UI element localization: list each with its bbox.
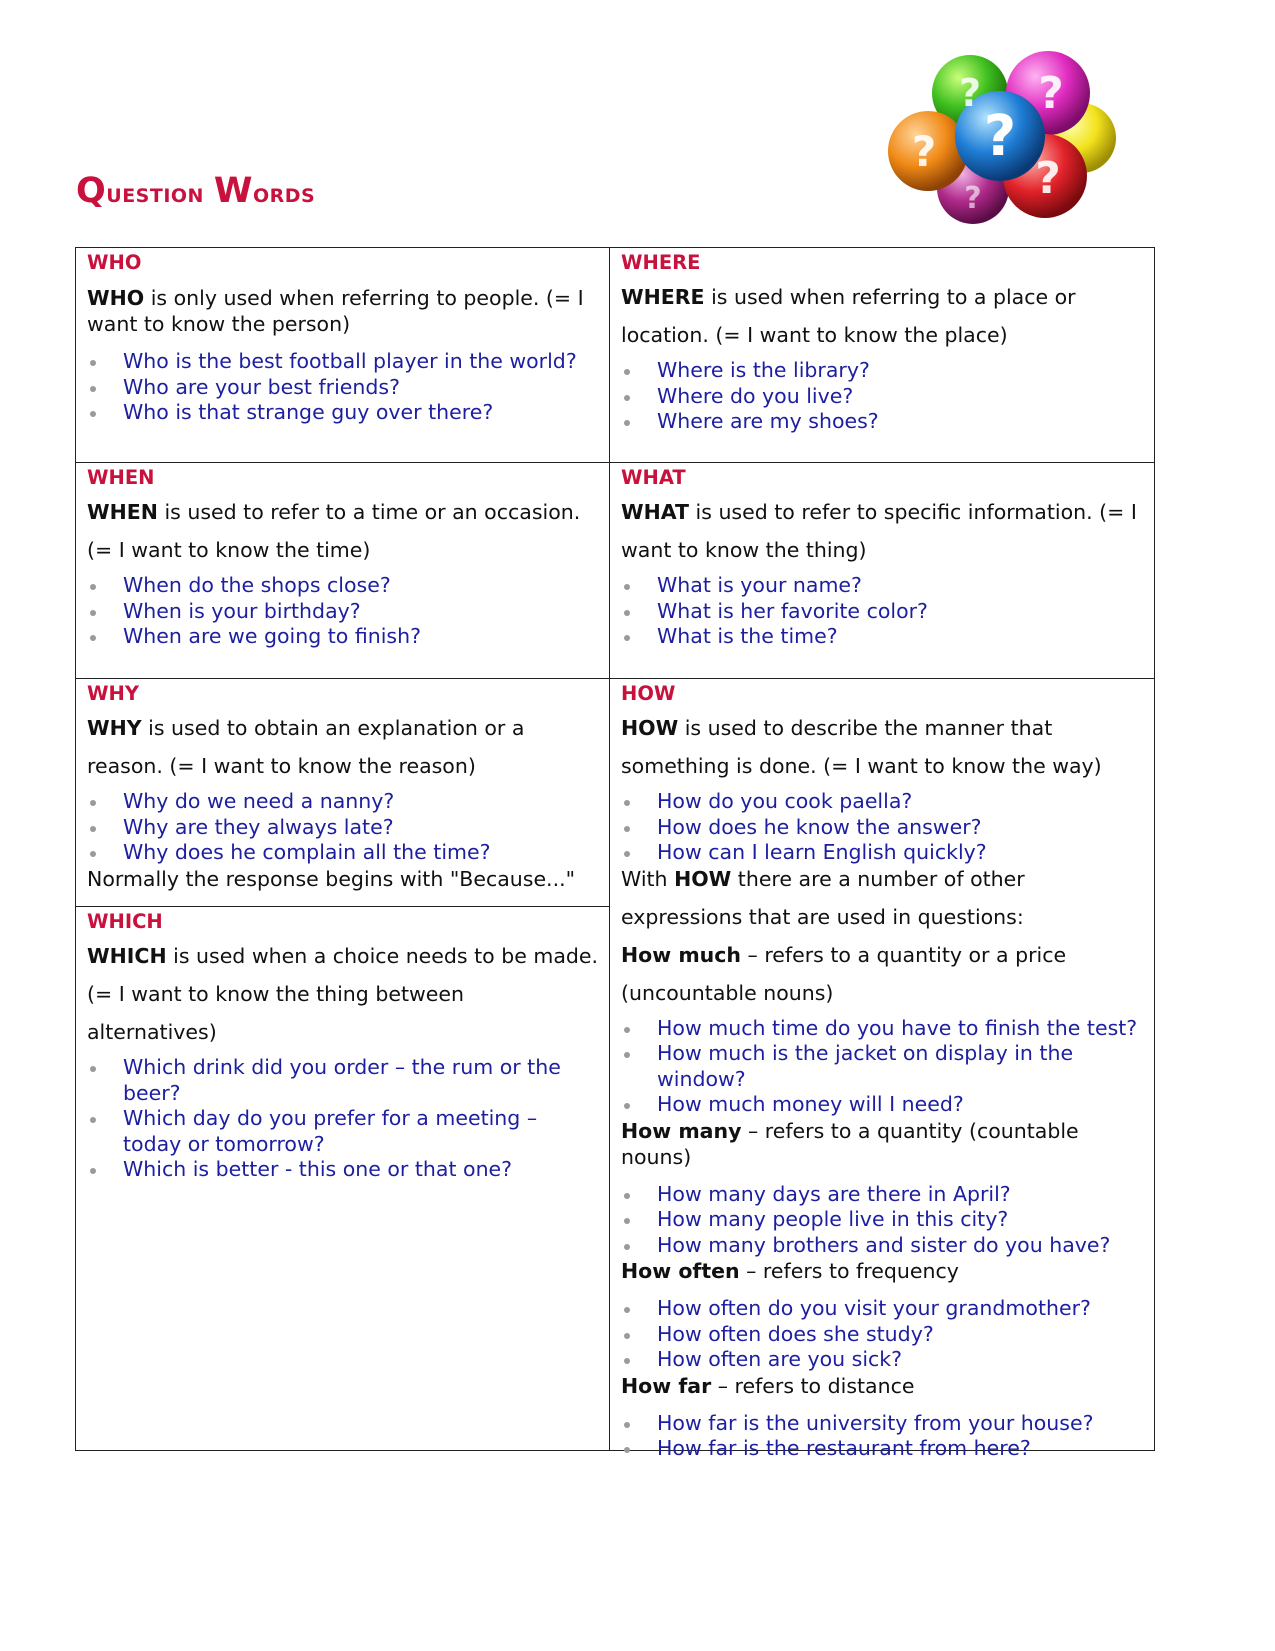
svg-text:?: ? bbox=[911, 127, 937, 176]
example-text: How often are you sick? bbox=[657, 1347, 903, 1371]
desc-how-text: is used to describe the manner that something is done. (= I want to know the way) bbox=[621, 716, 1102, 778]
desc-why-text: is used to obtain an explanation or a reason. (= I want to know the reason) bbox=[87, 716, 525, 778]
desc-when-text: is used to refer to a time or an occasion. (= I want to know the time) bbox=[87, 500, 581, 562]
desc-how-bold: HOW bbox=[621, 716, 679, 740]
list-item bbox=[621, 1347, 1144, 1373]
title-second-rest: ords bbox=[252, 178, 316, 209]
example-text: When are we going to finish? bbox=[123, 624, 421, 648]
example-text: Why do we need a nanny? bbox=[123, 789, 395, 813]
desc-what-bold: WHAT bbox=[621, 500, 690, 524]
list-item bbox=[621, 1016, 1144, 1042]
list-item bbox=[621, 1182, 1144, 1208]
list-item bbox=[621, 624, 1144, 650]
how-far-text: – refers to distance bbox=[711, 1373, 915, 1398]
example-text: When do the shops close? bbox=[123, 573, 391, 597]
desc-which-text: is used when a choice needs to be made. (= I want to know the thing between alternatives) bbox=[87, 944, 599, 1044]
bullet-icon bbox=[624, 584, 630, 590]
example-text: How much is the jacket on display in the window? bbox=[657, 1041, 1074, 1091]
example-text: Which day do you prefer for a meeting – today or tomorrow? bbox=[123, 1106, 538, 1156]
how-much-text: – refers to a quantity or a price (uncountable nouns) bbox=[621, 942, 1067, 1005]
bullet-icon bbox=[624, 800, 630, 806]
list-item bbox=[621, 1041, 1144, 1092]
bullet-icon bbox=[90, 851, 96, 857]
how-many-text: – refers to a quantity (countable nouns) bbox=[621, 1118, 1079, 1169]
list-item bbox=[87, 1055, 599, 1106]
desc-when-bold: WHEN bbox=[87, 500, 158, 524]
list-item bbox=[87, 573, 599, 599]
examples-how-often bbox=[621, 1296, 1144, 1373]
bullet-icon bbox=[624, 395, 630, 401]
desc-what bbox=[621, 493, 1144, 569]
list-item bbox=[87, 400, 599, 426]
examples-who bbox=[87, 349, 599, 426]
svg-text:?: ? bbox=[1038, 68, 1064, 119]
example-text: When is your birthday? bbox=[123, 598, 361, 623]
heading-who: WHO bbox=[87, 251, 142, 274]
example-text: How far is the university from your house? bbox=[657, 1410, 1094, 1435]
svg-text:?: ? bbox=[958, 71, 982, 115]
bullet-icon bbox=[624, 1052, 630, 1058]
how-often-label: How often bbox=[621, 1259, 740, 1283]
list-item bbox=[87, 375, 599, 401]
list-item bbox=[87, 1106, 599, 1157]
why-note: Normally the response begins with "Because..." bbox=[87, 866, 576, 891]
heading-when: WHEN bbox=[87, 466, 155, 489]
desc-where-text: is used when referring to a place or location. (= I want to know the place) bbox=[621, 285, 1076, 347]
cell-when bbox=[76, 463, 609, 678]
desc-where-bold: WHERE bbox=[621, 285, 705, 309]
examples-how bbox=[621, 789, 1144, 866]
list-item bbox=[621, 384, 1144, 410]
list-item bbox=[621, 1233, 1144, 1259]
list-item bbox=[621, 1322, 1144, 1348]
heading-where: WHERE bbox=[621, 251, 701, 274]
question-balls-image bbox=[888, 48, 1138, 228]
list-item bbox=[621, 1411, 1144, 1437]
desc-which bbox=[87, 937, 599, 1051]
svg-text:?: ? bbox=[964, 181, 982, 216]
example-text: Where are my shoes? bbox=[657, 409, 879, 433]
example-text: How can I learn English quickly? bbox=[657, 840, 987, 864]
bullet-icon bbox=[624, 420, 630, 426]
heading-why: WHY bbox=[87, 682, 139, 705]
how-far-desc bbox=[621, 1373, 1144, 1399]
how-many-label: How many bbox=[621, 1118, 742, 1143]
cell-who bbox=[76, 248, 609, 462]
bullet-icon bbox=[90, 1117, 96, 1123]
page-title bbox=[76, 171, 316, 211]
bullet-icon bbox=[624, 826, 630, 832]
svg-text:?: ? bbox=[983, 104, 1017, 169]
cell-why bbox=[76, 679, 609, 906]
desc-where bbox=[621, 278, 1144, 354]
cell-which bbox=[76, 907, 609, 1450]
bullet-icon bbox=[624, 1358, 630, 1364]
title-first-rest: uestion bbox=[106, 178, 204, 209]
list-item bbox=[87, 349, 599, 375]
example-text: Where is the library? bbox=[657, 358, 870, 382]
desc-when bbox=[87, 493, 599, 569]
example-text: Which is better - this one or that one? bbox=[123, 1157, 513, 1181]
bullet-icon bbox=[624, 1422, 630, 1428]
example-text: Why are they always late? bbox=[123, 814, 394, 839]
list-item bbox=[87, 1157, 599, 1183]
list-item bbox=[621, 1296, 1144, 1322]
bullet-icon bbox=[624, 610, 630, 616]
example-text: Why does he complain all the time? bbox=[123, 840, 491, 864]
bullet-icon bbox=[624, 1218, 630, 1224]
bullet-icon bbox=[624, 851, 630, 857]
bullet-icon bbox=[90, 635, 96, 641]
list-item bbox=[621, 840, 1144, 866]
how-many-desc bbox=[621, 1118, 1144, 1170]
examples-how-much bbox=[621, 1016, 1144, 1118]
example-text: What is your name? bbox=[657, 573, 862, 597]
cell-where bbox=[610, 248, 1154, 462]
title-first-cap: Q bbox=[76, 171, 107, 211]
list-item bbox=[621, 789, 1144, 815]
list-item bbox=[621, 573, 1144, 599]
bullet-icon bbox=[624, 1307, 630, 1313]
bullet-icon bbox=[624, 1027, 630, 1033]
how-often-text: – refers to frequency bbox=[739, 1259, 959, 1283]
bullet-icon bbox=[624, 369, 630, 375]
list-item bbox=[87, 599, 599, 625]
heading-what: WHAT bbox=[621, 466, 686, 489]
list-item bbox=[87, 624, 599, 650]
question-words-table bbox=[75, 247, 1155, 1460]
how-with-pre: With bbox=[621, 866, 675, 891]
list-item bbox=[621, 1092, 1144, 1118]
desc-what-text: is used to refer to specific information. (= I want to know the thing) bbox=[621, 500, 1137, 562]
example-text: Who is the best football player in the world? bbox=[123, 349, 577, 373]
how-far-label: How far bbox=[621, 1373, 712, 1398]
example-text: How much money will I need? bbox=[657, 1092, 964, 1116]
how-expressions-intro bbox=[621, 860, 1144, 936]
bullet-icon bbox=[624, 1447, 630, 1453]
example-text: How does he know the answer? bbox=[657, 814, 982, 839]
bullet-icon bbox=[624, 1244, 630, 1250]
how-much-desc bbox=[621, 936, 1144, 1012]
example-text: What is her favorite color? bbox=[657, 598, 928, 623]
bullet-icon bbox=[90, 584, 96, 590]
example-text: Who are your best friends? bbox=[123, 374, 400, 399]
desc-why-bold: WHY bbox=[87, 716, 142, 740]
desc-how bbox=[621, 709, 1144, 785]
desc-who bbox=[87, 285, 599, 337]
examples-which bbox=[87, 1055, 599, 1183]
svg-text:?: ? bbox=[1035, 153, 1061, 204]
how-with-bold: HOW bbox=[674, 866, 732, 891]
bullet-icon bbox=[624, 1333, 630, 1339]
example-text: Where do you live? bbox=[657, 383, 854, 408]
title-second-cap: W bbox=[213, 171, 253, 211]
examples-why bbox=[87, 789, 599, 866]
examples-what bbox=[621, 573, 1144, 650]
how-often-desc bbox=[621, 1258, 1144, 1284]
example-text: How do you cook paella? bbox=[657, 789, 913, 813]
bullet-icon bbox=[90, 826, 96, 832]
bullet-icon bbox=[90, 360, 96, 366]
list-item bbox=[87, 815, 599, 841]
bullet-icon bbox=[90, 1168, 96, 1174]
cell-what bbox=[610, 463, 1154, 678]
list-item bbox=[621, 599, 1144, 625]
bullet-icon bbox=[624, 1193, 630, 1199]
bullet-icon bbox=[90, 386, 96, 392]
example-text: How much time do you have to finish the test? bbox=[657, 1015, 1138, 1040]
list-item bbox=[621, 1207, 1144, 1233]
list-item bbox=[621, 358, 1144, 384]
example-text: How many days are there in April? bbox=[657, 1181, 1011, 1206]
example-text: How many brothers and sister do you have? bbox=[657, 1232, 1111, 1257]
bullet-icon bbox=[624, 635, 630, 641]
example-text: How many people live in this city? bbox=[657, 1207, 1009, 1231]
heading-how: HOW bbox=[621, 682, 676, 705]
example-text: Who is that strange guy over there? bbox=[123, 400, 494, 424]
example-text: How far is the restaurant from here? bbox=[657, 1436, 1031, 1460]
example-text: How often does she study? bbox=[657, 1321, 934, 1346]
examples-when bbox=[87, 573, 599, 650]
bullet-icon bbox=[624, 1103, 630, 1109]
examples-how-far bbox=[621, 1411, 1144, 1462]
list-item bbox=[621, 1436, 1144, 1462]
example-text: Which drink did you order – the rum or the beer? bbox=[123, 1055, 561, 1105]
example-text: What is the time? bbox=[657, 624, 838, 648]
example-text: How often do you visit your grandmother? bbox=[657, 1296, 1091, 1320]
list-item bbox=[87, 789, 599, 815]
desc-which-bold: WHICH bbox=[87, 944, 167, 968]
list-item bbox=[87, 840, 599, 866]
bullet-icon bbox=[90, 610, 96, 616]
cell-how bbox=[610, 679, 1154, 1460]
desc-who-bold: WHO bbox=[87, 286, 145, 310]
list-item bbox=[621, 409, 1144, 435]
how-much-label: How much bbox=[621, 942, 742, 967]
how-with-text: there are a number of other expressions that are used in questions: bbox=[621, 866, 1025, 929]
heading-which: WHICH bbox=[87, 910, 163, 933]
desc-who-text: is only used when referring to people. (= I want to know the person) bbox=[87, 286, 584, 336]
examples-where bbox=[621, 358, 1144, 435]
bullet-icon bbox=[90, 411, 96, 417]
bullet-icon bbox=[90, 1066, 96, 1072]
examples-how-many bbox=[621, 1182, 1144, 1259]
bullet-icon bbox=[90, 800, 96, 806]
desc-why bbox=[87, 709, 599, 785]
list-item bbox=[621, 815, 1144, 841]
